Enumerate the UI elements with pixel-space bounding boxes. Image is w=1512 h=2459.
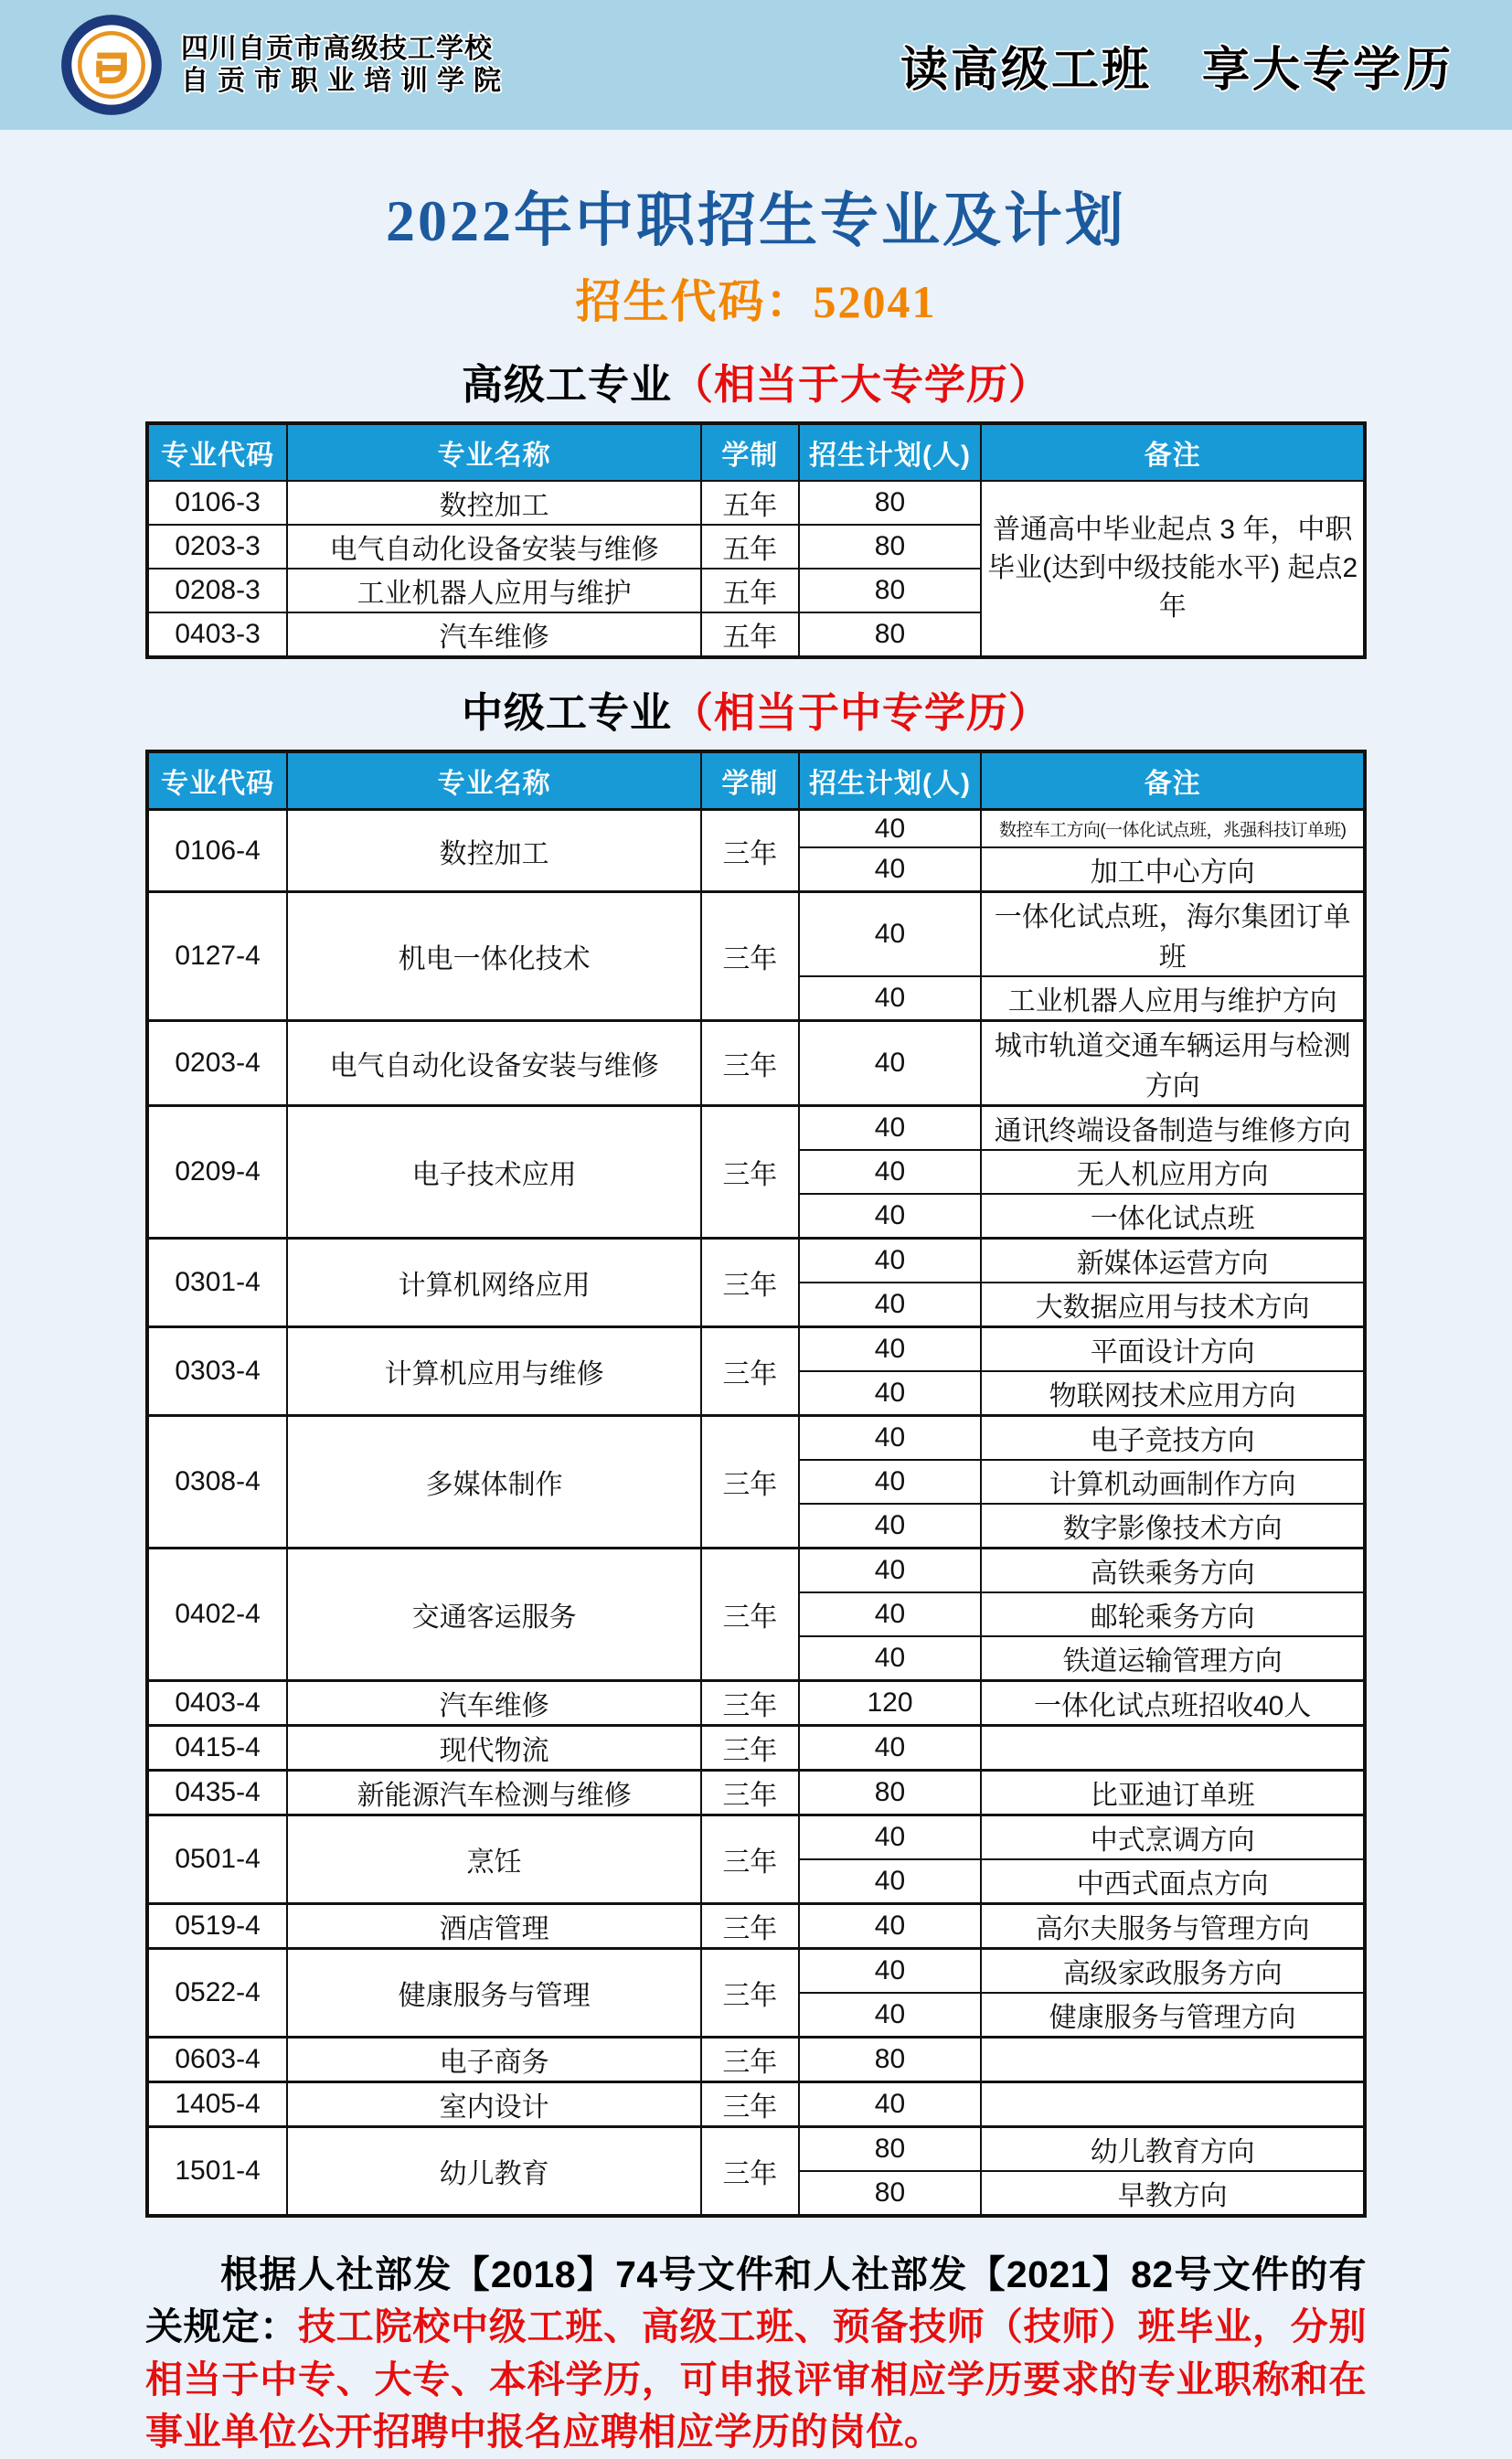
column-header: 招生计划(人) [799, 751, 982, 810]
plan-cell: 40 [799, 847, 982, 892]
column-header: 备注 [981, 423, 1365, 481]
years-cell: 三年 [701, 1815, 799, 1904]
table-row [147, 1327, 1365, 1372]
remark-cell: 平面设计方向 [981, 1327, 1365, 1372]
years-cell: 三年 [701, 1726, 799, 1771]
column-header: 备注 [981, 751, 1365, 810]
code-cell: 0402-4 [147, 1549, 287, 1681]
name-cell: 酒店管理 [287, 1904, 701, 1949]
remark-cell: 健康服务与管理方向 [981, 1993, 1365, 2038]
remark-cell: 一体化试点班招收40人 [981, 1681, 1365, 1726]
plan-cell: 80 [799, 2171, 982, 2216]
name-cell: 健康服务与管理 [287, 1949, 701, 2038]
remark-cell: 一体化试点班，海尔集团订单班 [981, 892, 1365, 977]
plan-cell: 40 [799, 1460, 982, 1504]
plan-cell: 80 [799, 2127, 982, 2172]
plan-cell: 40 [799, 1904, 982, 1949]
remark-cell: 数字影像技术方向 [981, 1504, 1365, 1549]
years-cell: 三年 [701, 2038, 799, 2082]
plan-cell: 80 [799, 525, 982, 569]
name-cell: 多媒体制作 [287, 1416, 701, 1549]
table-row [147, 1239, 1365, 1283]
remark-cell: 铁道运输管理方向 [981, 1636, 1365, 1681]
table-row [147, 1726, 1365, 1771]
years-cell: 三年 [701, 1106, 799, 1239]
column-header: 专业代码 [147, 423, 287, 481]
name-cell: 机电一体化技术 [287, 892, 701, 1021]
code-cell: 0435-4 [147, 1771, 287, 1815]
remark-cell: 电子竞技方向 [981, 1416, 1365, 1461]
years-cell: 三年 [701, 810, 799, 892]
remark-cell: 中西式面点方向 [981, 1859, 1365, 1904]
remark-cell: 工业机器人应用与维护方向 [981, 976, 1365, 1021]
plan-cell: 40 [799, 810, 982, 848]
column-header: 学制 [701, 423, 799, 481]
plan-cell: 40 [799, 2082, 982, 2127]
name-cell: 电子技术应用 [287, 1106, 701, 1239]
years-cell: 三年 [701, 1681, 799, 1726]
years-cell: 三年 [701, 1549, 799, 1681]
name-cell: 汽车维修 [287, 1681, 701, 1726]
footer-highlight-text: 技工院校中级工班、高级工班、预备技师（技师）班毕业，分别相当于中专、大专、本科学历，可申报评审相应学历要求的专业职称和在事业单位公开招聘中报名应聘相应学历的岗位。 [145, 2305, 1368, 2454]
years-cell: 三年 [701, 1949, 799, 2038]
column-header: 招生计划(人) [799, 423, 982, 481]
code-cell: 0127-4 [147, 892, 287, 1021]
school-logo-icon [60, 14, 163, 116]
plan-cell: 40 [799, 1592, 982, 1636]
plan-cell: 40 [799, 1283, 982, 1327]
plan-cell: 40 [799, 1815, 982, 1860]
table-row [147, 2127, 1365, 2172]
plan-cell: 40 [799, 1106, 982, 1151]
enrollment-code: 招生代码：52041 [575, 276, 937, 327]
table-row [147, 2082, 1365, 2127]
years-cell: 三年 [701, 2127, 799, 2217]
table-row [147, 1815, 1365, 1860]
plan-cell: 40 [799, 1859, 982, 1904]
remark-cell: 高尔夫服务与管理方向 [981, 1904, 1365, 1949]
table-row [147, 892, 1365, 977]
plan-cell: 80 [799, 2038, 982, 2082]
school-name-line2: 自贡市职业培训学院 [181, 66, 510, 96]
name-cell: 计算机网络应用 [287, 1239, 701, 1327]
table-row [147, 1771, 1365, 1815]
plan-cell: 40 [799, 1949, 982, 1994]
table-row [147, 1106, 1365, 1151]
code-cell: 0501-4 [147, 1815, 287, 1904]
name-cell: 电气自动化设备安装与维修 [287, 1021, 701, 1106]
years-cell: 三年 [701, 1021, 799, 1106]
remark-cell: 计算机动画制作方向 [981, 1460, 1365, 1504]
remark-cell: 高级家政服务方向 [981, 1949, 1365, 1994]
plan-cell: 40 [799, 1636, 982, 1681]
table-header-row [147, 423, 1365, 481]
plan-cell: 40 [799, 1021, 982, 1106]
senior-worker-table [145, 421, 1367, 659]
section-title-senior [0, 351, 1512, 410]
plan-cell: 40 [799, 1726, 982, 1771]
name-cell: 计算机应用与维修 [287, 1327, 701, 1416]
section-senior-name: 高级工专业 [461, 361, 672, 408]
code-cell: 0203-4 [147, 1021, 287, 1106]
code-cell: 0519-4 [147, 1904, 287, 1949]
remark-cell: 幼儿教育方向 [981, 2127, 1365, 2172]
name-cell: 新能源汽车检测与维修 [287, 1771, 701, 1815]
years-cell: 三年 [701, 2082, 799, 2127]
remark-cell: 大数据应用与技术方向 [981, 1283, 1365, 1327]
plan-cell: 40 [799, 1327, 982, 1372]
code-cell: 0308-4 [147, 1416, 287, 1549]
plan-cell: 40 [799, 1549, 982, 1593]
section-intermediate-name: 中级工专业 [461, 689, 672, 736]
plan-cell: 80 [799, 1771, 982, 1815]
name-cell: 室内设计 [287, 2082, 701, 2127]
code-cell: 0603-4 [147, 2038, 287, 2082]
table-row [147, 810, 1365, 848]
footer-lead-text: 根据人社部发【2018】74号文件和人社部发【2021】82号文件的有关规定： [145, 2253, 1367, 2348]
years-cell: 三年 [701, 892, 799, 1021]
years-cell: 三年 [701, 1239, 799, 1327]
column-header: 专业名称 [287, 423, 701, 481]
code-cell: 0415-4 [147, 1726, 287, 1771]
table-row [147, 1021, 1365, 1106]
intermediate-worker-table [145, 750, 1367, 2218]
years-cell: 三年 [701, 1327, 799, 1416]
code-cell: 0301-4 [147, 1239, 287, 1327]
page-header [0, 0, 1512, 130]
plan-cell: 80 [799, 612, 982, 657]
plan-cell: 40 [799, 976, 982, 1021]
school-name [181, 33, 510, 98]
table-header-row [147, 751, 1365, 810]
remark-cell: 一体化试点班 [981, 1194, 1365, 1239]
name-cell: 幼儿教育 [287, 2127, 701, 2217]
page-title: 2022年中职招生专业及计划 [386, 188, 1126, 253]
column-header: 学制 [701, 751, 799, 810]
name-cell: 交通客运服务 [287, 1549, 701, 1681]
name-cell: 数控加工 [287, 810, 701, 892]
years-cell: 三年 [701, 1416, 799, 1549]
remark-cell: 早教方向 [981, 2171, 1365, 2216]
remark-cell [981, 2038, 1365, 2082]
remark-cell: 物联网技术应用方向 [981, 1371, 1365, 1416]
years-cell: 五年 [701, 569, 799, 612]
name-cell: 现代物流 [287, 1726, 701, 1771]
plan-cell: 40 [799, 1194, 982, 1239]
remark-cell: 中式烹调方向 [981, 1815, 1365, 1860]
name-cell: 数控加工 [287, 481, 701, 525]
code-cell: 0203-3 [147, 525, 287, 569]
section-title-intermediate [0, 679, 1512, 739]
name-cell: 工业机器人应用与维护 [287, 569, 701, 612]
code-cell: 0208-3 [147, 569, 287, 612]
code-cell: 0403-4 [147, 1681, 287, 1726]
plan-cell: 120 [799, 1681, 982, 1726]
code-cell: 0522-4 [147, 1949, 287, 2038]
plan-cell: 40 [799, 1150, 982, 1194]
table-row [147, 1416, 1365, 1461]
section-senior-note: （相当于大专学历） [672, 361, 1051, 408]
table-row [147, 1549, 1365, 1593]
years-cell: 三年 [701, 1904, 799, 1949]
table-row [147, 2038, 1365, 2082]
remark-cell [981, 1726, 1365, 1771]
footer-note [145, 2249, 1367, 2459]
section-intermediate-note: （相当于中专学历） [672, 689, 1051, 736]
header-slogan: 读高级工班 享大专学历 [900, 43, 1453, 97]
plan-cell: 40 [799, 892, 982, 977]
code-cell: 0106-3 [147, 481, 287, 525]
remark-cell: 高铁乘务方向 [981, 1549, 1365, 1593]
remark-cell: 普通高中毕业起点 3 年，中职毕业(达到中级技能水平) 起点2年 [981, 481, 1365, 657]
remark-cell: 新媒体运营方向 [981, 1239, 1365, 1283]
name-cell: 电子商务 [287, 2038, 701, 2082]
remark-cell: 数控车工方向(一体化试点班，兆强科技订单班) [981, 810, 1365, 848]
code-cell: 0403-3 [147, 612, 287, 657]
table-row [147, 1904, 1365, 1949]
years-cell: 三年 [701, 1771, 799, 1815]
plan-cell: 80 [799, 569, 982, 612]
name-cell: 烹饪 [287, 1815, 701, 1904]
plan-cell: 40 [799, 1239, 982, 1283]
table-row [147, 1681, 1365, 1726]
table-row [147, 1949, 1365, 1994]
years-cell: 五年 [701, 525, 799, 569]
name-cell: 汽车维修 [287, 612, 701, 657]
years-cell: 五年 [701, 481, 799, 525]
code-cell: 0303-4 [147, 1327, 287, 1416]
name-cell: 电气自动化设备安装与维修 [287, 525, 701, 569]
plan-cell: 40 [799, 1504, 982, 1549]
remark-cell: 邮轮乘务方向 [981, 1592, 1365, 1636]
code-cell: 0209-4 [147, 1106, 287, 1239]
remark-cell: 无人机应用方向 [981, 1150, 1365, 1194]
column-header: 专业名称 [287, 751, 701, 810]
remark-cell: 比亚迪订单班 [981, 1771, 1365, 1815]
remark-cell [981, 2082, 1365, 2127]
years-cell: 五年 [701, 612, 799, 657]
column-header: 专业代码 [147, 751, 287, 810]
remark-cell: 城市轨道交通车辆运用与检测方向 [981, 1021, 1365, 1106]
code-cell: 1405-4 [147, 2082, 287, 2127]
remark-cell: 加工中心方向 [981, 847, 1365, 892]
plan-cell: 40 [799, 1993, 982, 2038]
code-cell: 0106-4 [147, 810, 287, 892]
remark-cell: 通讯终端设备制造与维修方向 [981, 1106, 1365, 1151]
code-cell: 1501-4 [147, 2127, 287, 2217]
school-name-line1: 四川自贡市高级技工学校 [181, 33, 493, 64]
plan-cell: 40 [799, 1371, 982, 1416]
table-row [147, 481, 1365, 525]
plan-cell: 80 [799, 481, 982, 525]
plan-cell: 40 [799, 1416, 982, 1461]
